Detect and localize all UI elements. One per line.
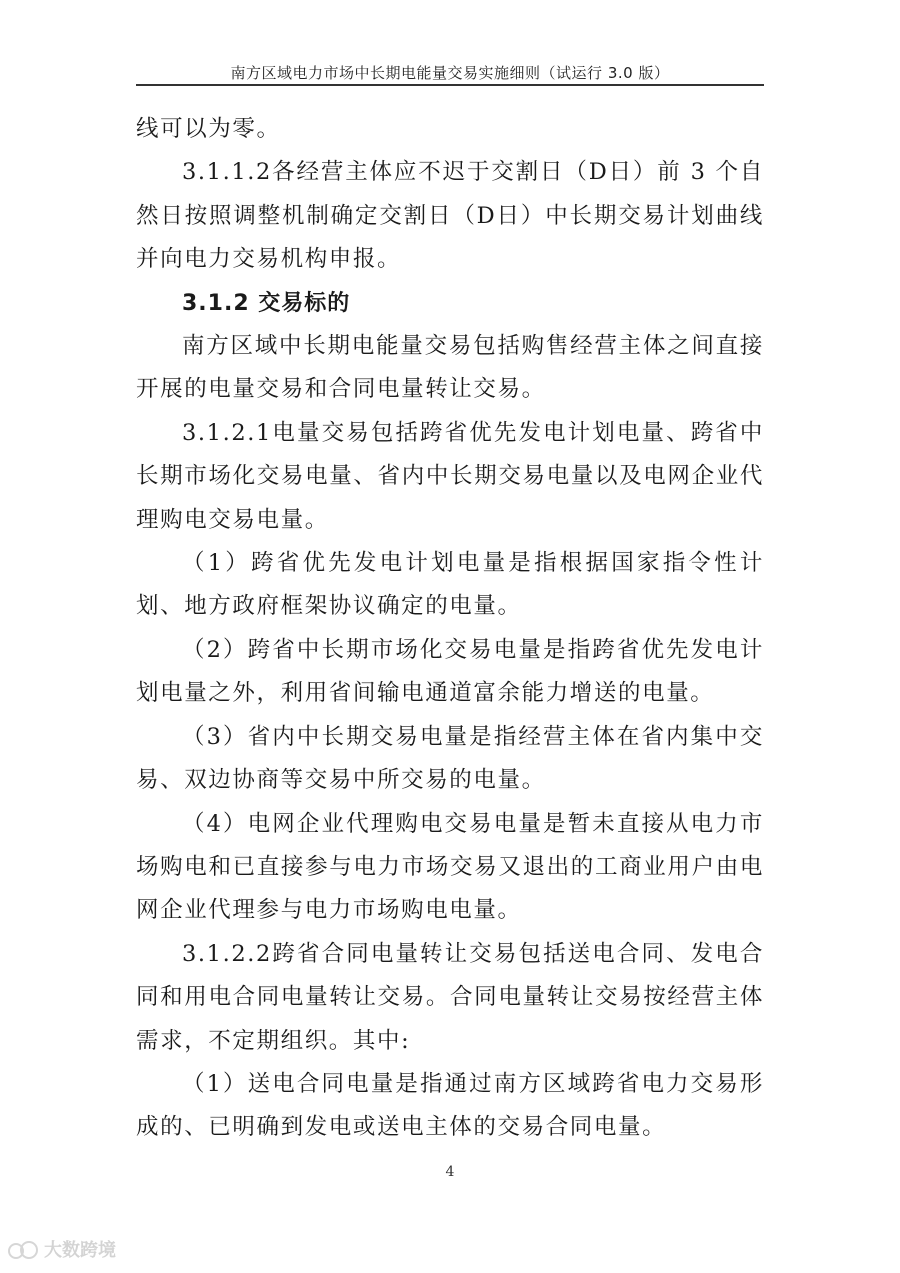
paragraph-3-1-2-2: 3.1.2.2跨省合同电量转让交易包括送电合同、发电合同和用电合同电量转让交易。合同电量转让交易按经营主体需求，不定期组织。其中: [136, 940, 764, 1054]
document-body [136, 108, 764, 1150]
running-header-title: 南方区域电力市场中长期电能量交易实施细则（试运行 3.0 版） [230, 64, 670, 82]
page-number: 4 [445, 1164, 455, 1180]
section-heading-3-1-2: 3.1.2 交易标的 [182, 290, 351, 316]
paragraph-3-1-2-1: 3.1.2.1电量交易包括跨省优先发电计划电量、跨省中长期市场化交易电量、省内中长期交易电量以及电网企业代理购电交易电量。 [136, 419, 764, 533]
list-item-1-priority: （1）跨省优先发电计划电量是指根据国家指令性计划、地方政府框架协议确定的电量。 [136, 550, 764, 620]
brand-logo-icon [8, 1239, 38, 1259]
paragraph-continuation: 线可以为零。 [136, 116, 281, 142]
list-item-4-agency: （4）电网企业代理购电交易电量是暂未直接从电力市场购电和已直接参与电力市场交易又退出的工商业用户由电网企业代理参与电力市场购电电量。 [136, 810, 764, 924]
paragraph-trading-scope: 南方区域中长期电能量交易包括购售经营主体之间直接开展的电量交易和合同电量转让交易。 [136, 333, 764, 403]
list-item-3-provincial: （3）省内中长期交易电量是指经营主体在省内集中交易、双边协商等交易中所交易的电量。 [136, 723, 764, 794]
list-item-2-market: （2）跨省中长期市场化交易电量是指跨省优先发电计划电量之外，利用省间输电通道富余能力增送的电量。 [136, 636, 764, 707]
paragraph-3-1-1-2: 3.1.1.2各经营主体应不迟于交割日（D日）前 3 个自然日按照调整机制确定交割日（D日）中长期交易计划曲线并向电力交易机构申报。 [136, 159, 764, 273]
list-item-1-transmission: （1）送电合同电量是指通过南方区域跨省电力交易形成的、已明确到发电或送电主体的交易合同电量。 [136, 1070, 764, 1141]
header-divider [136, 84, 764, 86]
watermark [8, 1236, 116, 1262]
watermark-text: 大数跨境 [44, 1240, 116, 1261]
